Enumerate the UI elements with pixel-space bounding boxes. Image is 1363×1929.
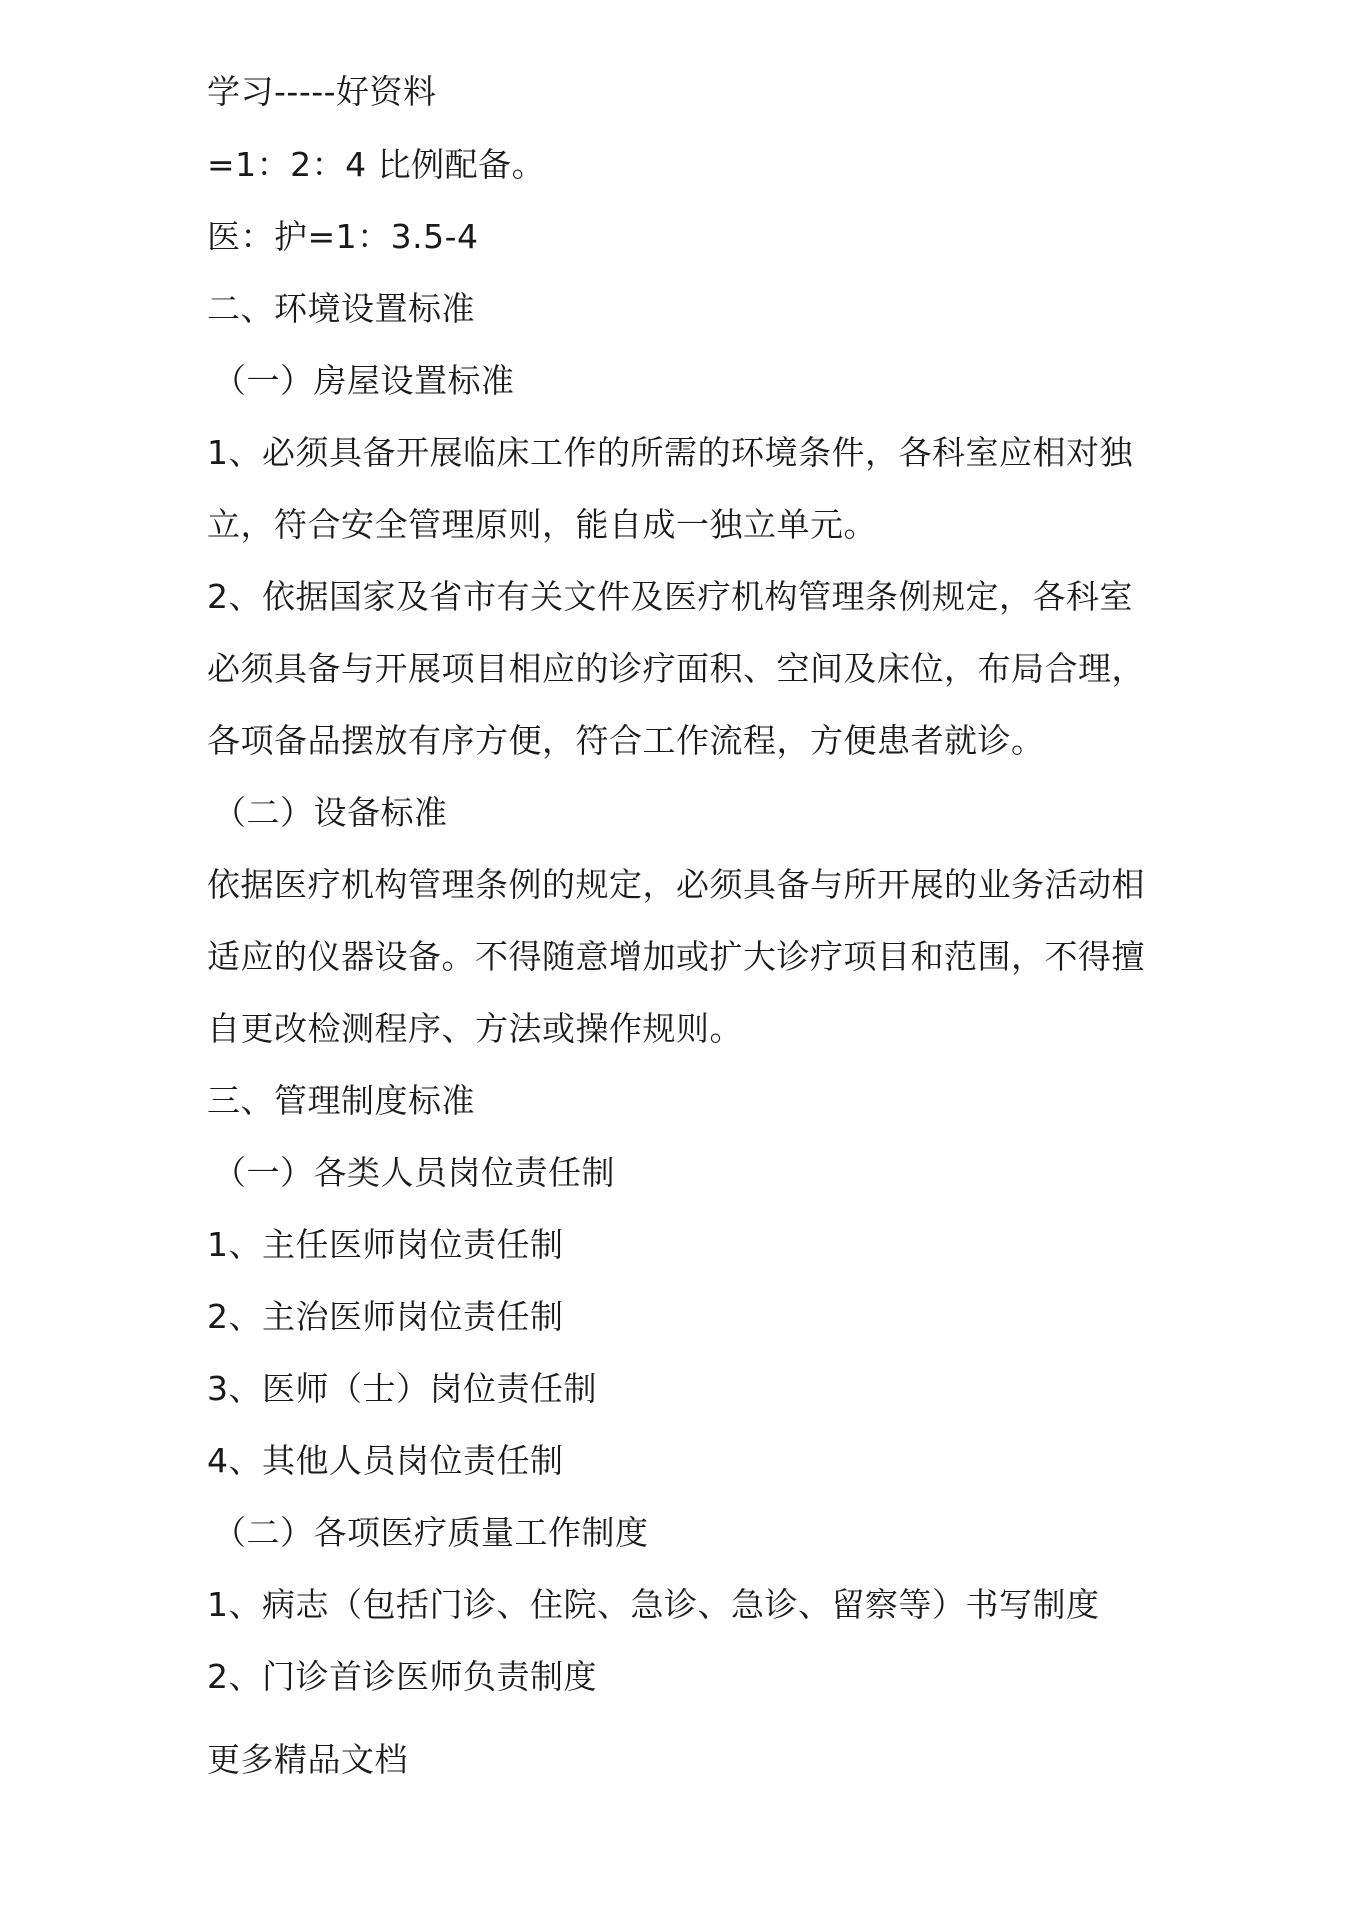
list-item: 2、主治医师岗位责任制: [207, 1297, 564, 1336]
text-line: 适应的仪器设备。不得随意增加或扩大诊疗项目和范围，不得擅: [207, 937, 1145, 976]
text-line: 立，符合安全管理原则，能自成一独立单元。: [207, 505, 877, 544]
subsection-heading: （一）房屋设置标准: [213, 361, 515, 400]
subsection-heading: （一）各类人员岗位责任制: [213, 1153, 615, 1192]
text-line: 依据医疗机构管理条例的规定，必须具备与所开展的业务活动相: [207, 865, 1145, 904]
page-footer: 更多精品文档: [207, 1740, 408, 1779]
text-line: 2、依据国家及省市有关文件及医疗机构管理条例规定，各科室: [207, 577, 1133, 616]
section-heading: 三、管理制度标准: [207, 1081, 475, 1120]
page-header: 学习-----好资料: [207, 72, 437, 111]
list-item: 3、医师（士）岗位责任制: [207, 1369, 597, 1408]
subsection-heading: （二）设备标准: [213, 793, 448, 832]
list-item: 4、其他人员岗位责任制: [207, 1441, 564, 1480]
text-line: 各项备品摆放有序方便，符合工作流程，方便患者就诊。: [207, 721, 1045, 760]
text-line: 医：护=1：3.5-4: [207, 217, 479, 256]
text-line: =1：2：4 比例配备。: [207, 145, 546, 184]
section-heading: 二、环境设置标准: [207, 289, 475, 328]
list-item: 1、主任医师岗位责任制: [207, 1225, 564, 1264]
text-line: 1、必须具备开展临床工作的所需的环境条件，各科室应相对独: [207, 433, 1133, 472]
text-line: 自更改检测程序、方法或操作规则。: [207, 1009, 743, 1048]
text-line: 必须具备与开展项目相应的诊疗面积、空间及床位，布局合理，: [207, 649, 1145, 688]
subsection-heading: （二）各项医疗质量工作制度: [213, 1513, 649, 1552]
list-item: 1、病志（包括门诊、住院、急诊、急诊、留察等）书写制度: [207, 1585, 1100, 1624]
list-item: 2、门诊首诊医师负责制度: [207, 1657, 597, 1696]
